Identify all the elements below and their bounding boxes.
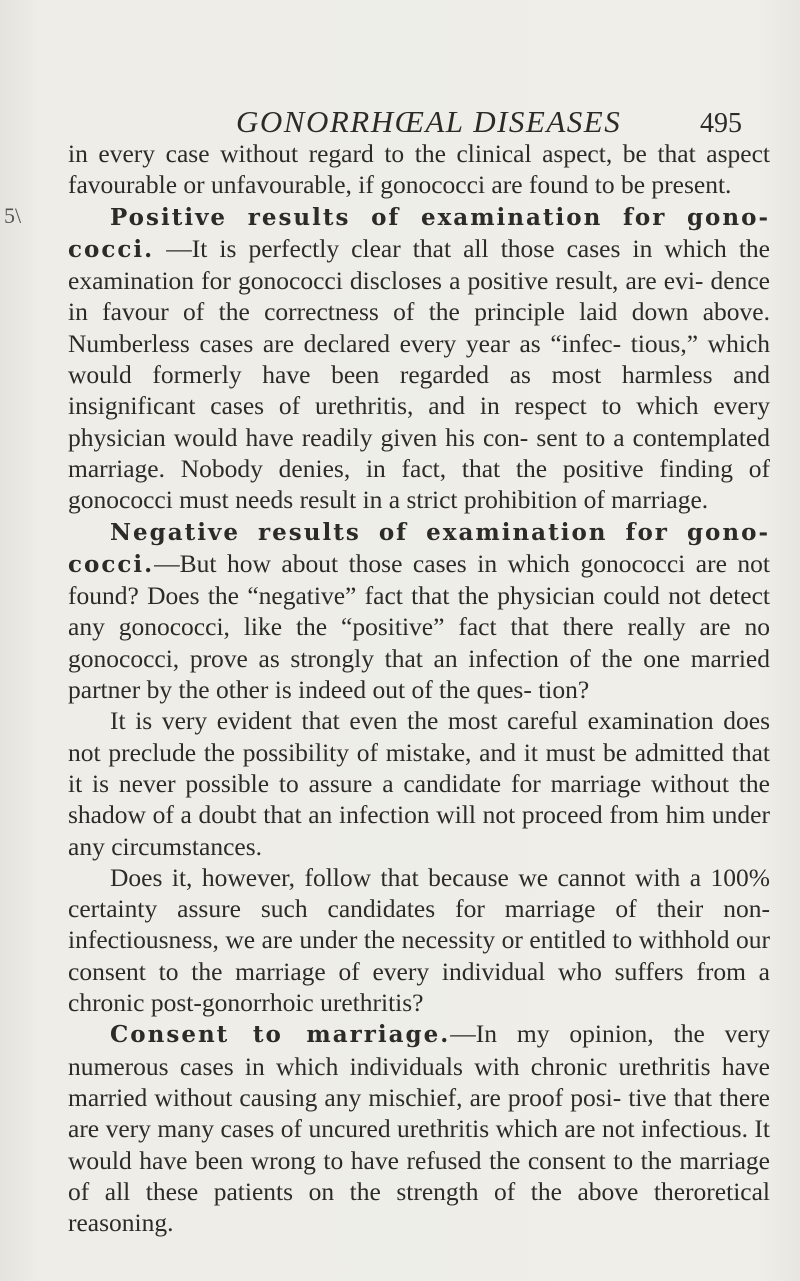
- section-heading-positive-b: cocci.: [68, 235, 155, 263]
- paragraph-positive-results: [68, 201, 770, 516]
- section-heading-negative: Negative results of examination for gono- cocci.: [68, 518, 770, 578]
- paragraph-4: It is very evident that even the most careful examination does not preclude the possibility of mistake, and it must be admitted that it is never possible to assure a candidate for marriage without the shadow of a doubt that an infection will not proceed from him under any circumstances.: [68, 706, 770, 861]
- paragraph-positive-text: —It is perfectly clear that all those cases in which the examination for gonococci discloses a positive result, are evi- dence in favour of the correctness of the principle laid down above. Numberless cases are declared every year as “infec- tious,” which would formerly have been regarded as most harmless and insignificant cases of urethritis, and in respect to which every physician would have readily given his con- sent to a contemplated marriage. Nobody denies, in fact, that the positive finding of gonococci must needs result in a strict prohibition of marriage.: [68, 233, 770, 515]
- body-text: [68, 138, 770, 1238]
- paragraph-1: in every case without regard to the clinical aspect, be that aspect favourable or unfavourable, if gonococci are found to be present.: [68, 139, 770, 200]
- paragraph-consent-text: —In my opinion, the very numerous cases in which individuals with chronic urethritis have married without causing any mischief, are proof posi- tive that there are very many cases of uncured urethritis which are not infectious. It would have been wrong to have refused the consent to the marriage of all these patients on the strength of the above theroretical reasoning.: [68, 1019, 770, 1238]
- page-number: 495: [700, 108, 742, 139]
- margin-annotation: 5\: [4, 203, 22, 228]
- section-heading-positive-a: Positive results of examination for gono-: [110, 203, 770, 231]
- section-heading-consent: Consent to marriage.: [110, 1021, 451, 1049]
- running-head: GONORRHŒAL DISEASES: [236, 104, 622, 139]
- paragraph-negative-results: [68, 516, 770, 706]
- paragraph-consent: [68, 1018, 770, 1238]
- paragraph-negative-text: —But how about those cases in which gonococci are not found? Does the “negative” fact that the physician could not detect any gonococci, like the “positive” fact that there really are no gonococci, prove as strongly that an infection of the one married partner by the other is indeed out of the ques- tion?: [68, 548, 770, 705]
- paragraph-5: Does it, however, follow that because we cannot with a 100% certainty assure such candidates for marriage of their non-infectiousness, we are under the necessity or entitled to withhold our consent to the marriage of every individual who suffers from a chronic post-gonorrhoic urethritis?: [68, 862, 770, 1018]
